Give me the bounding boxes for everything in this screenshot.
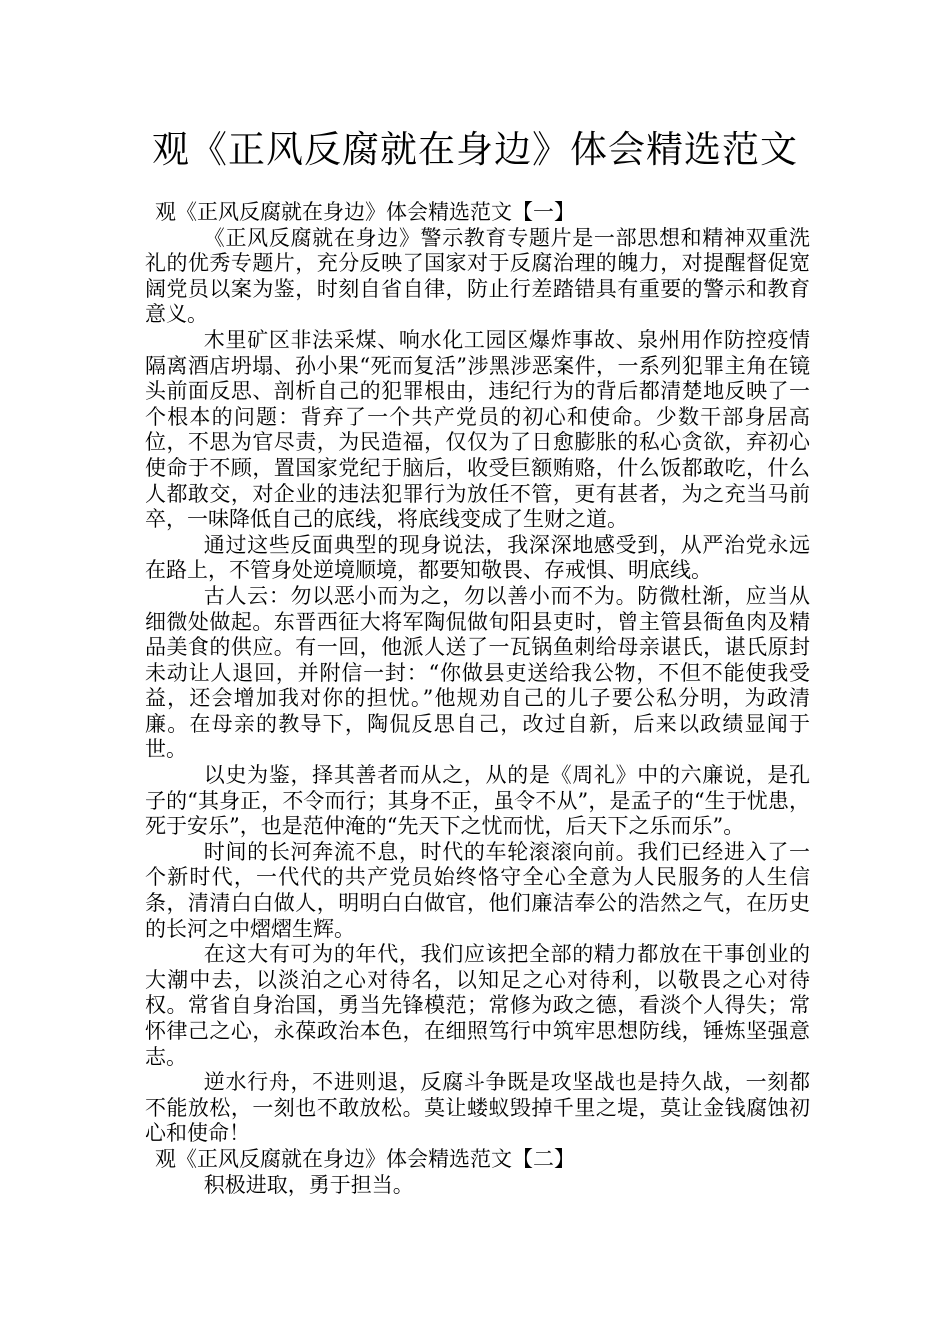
document-body <box>145 200 810 1198</box>
paragraph: 在这大有可为的年代，我们应该把全部的精力都放在干事创业的大潮中去，以淡泊之心对待名，以知足之心对待利，以敬畏之心对待权。常省自身治国，勇当先锋模范；常修为政之德，看淡个人得失；常怀律己之心，永葆政治本色，在细照笃行中筑牢思想防线，锤炼坚强意志。 <box>145 942 810 1069</box>
section-2 <box>145 1147 810 1198</box>
paragraph: 古人云：勿以恶小而为之，勿以善小而不为。防微杜渐，应当从细微处做起。东晋西征大将军陶侃做旬阳县吏时，曾主管县衙鱼肉及精品美食的供应。有一回，他派人送了一瓦锅鱼刺给母亲谌氏，谌氏原封未动让人退回，并附信一封：“你做县吏送给我公物，不但不能使我受益，还会增加我对你的担忧。”他规劝自己的儿子要公私分明，为政清廉。在母亲的教导下，陶侃反思自己，改过自新，后来以政绩显闻于世。 <box>145 583 810 762</box>
paragraph: 《正风反腐就在身边》警示教育专题片是一部思想和精神双重洗礼的优秀专题片，充分反映了国家对于反腐治理的魄力，对提醒督促宽阔党员以案为鉴，时刻自省自律，防止行差踏错具有重要的警示和教育意义。 <box>145 225 810 327</box>
section-heading: 观《正风反腐就在身边》体会精选范文【一】 <box>155 200 575 224</box>
section-1 <box>145 200 810 1147</box>
paragraph: 时间的长河奔流不息，时代的车轮滚滚向前。我们已经进入了一个新时代，一代代的共产党员始终恪守全心全意为人民服务的人生信条，清清白白做人，明明白白做官，他们廉洁奉公的浩然之气，在历史的长河之中熠熠生辉。 <box>145 839 810 941</box>
section-heading: 观《正风反腐就在身边》体会精选范文【二】 <box>155 1146 575 1171</box>
paragraph: 逆水行舟，不进则退，反腐斗争既是攻坚战也是持久战，一刻都不能放松，一刻也不敢放松。莫让蝼蚁毁掉千里之堤，莫让金钱腐蚀初心和使命！ <box>145 1070 810 1146</box>
paragraph: 木里矿区非法采煤、响水化工园区爆炸事故、泉州用作防控疫情隔离酒店坍塌、孙小果“死而复活”涉黑涉恶案件，一系列犯罪主角在镜头前面反思、剖析自己的犯罪根由，违纪行为的背后都清楚地反映了一个根本的问题：背弃了一个共产党员的初心和使命。少数干部身居高位，不思为官尽责，为民造福，仅仅为了日愈膨胀的私心贪欲，弃初心使命于不顾，置国家党纪于脑后，收受巨额贿赂，什么饭都敢吃，什么人都敢交，对企业的违法犯罪行为放任不管，更有甚者，为之充当马前卒，一味降低自己的底线，将底线变成了生财之道。 <box>145 327 810 532</box>
paragraph: 积极进取，勇于担当。 <box>203 1172 414 1197</box>
paragraph: 以史为鉴，择其善者而从之，从的是《周礼》中的六廉说，是孔子的“其身正，不令而行；其身不正，虽令不从”，是孟子的“生于忧患，死于安乐”，也是范仲淹的“先天下之忧而忧，后天下之乐而乐”。 <box>145 763 810 839</box>
document-title: 观《正风反腐就在身边》体会精选范文 <box>152 128 798 171</box>
paragraph: 通过这些反面典型的现身说法，我深深地感受到，从严治党永远在路上，不管身处逆境顺境，都要知敬畏、存戒惧、明底线。 <box>145 532 810 583</box>
